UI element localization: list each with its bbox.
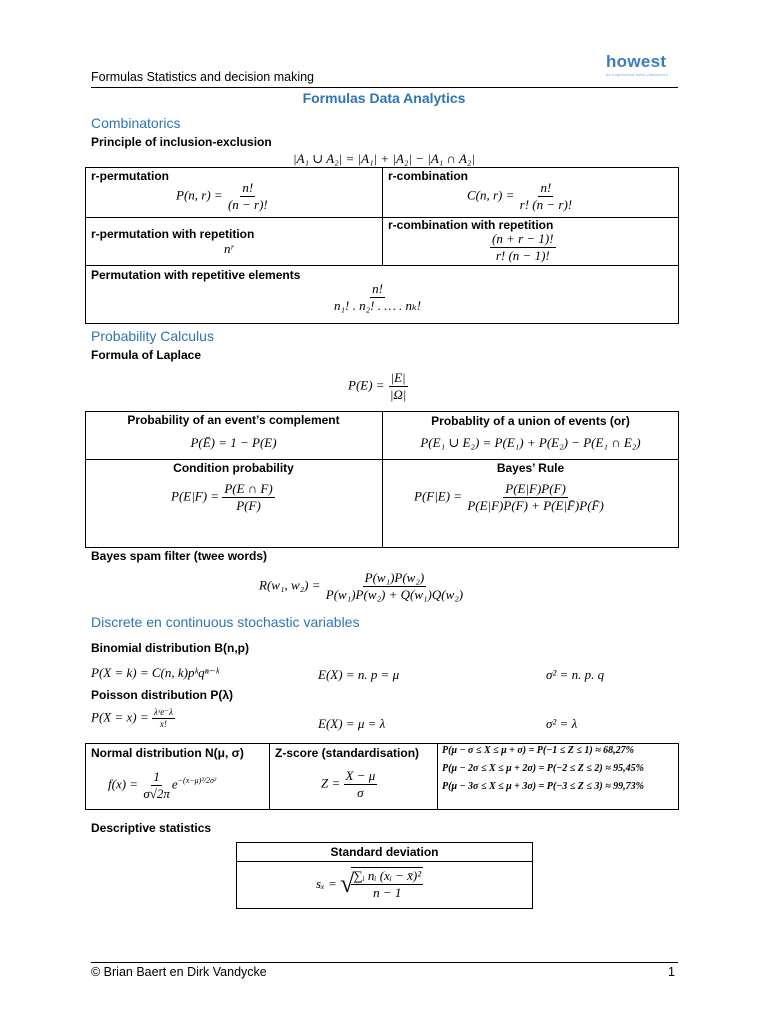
r-comb-rep-fraction (490, 231, 556, 264)
r-perm-den: (n − r)! (227, 197, 268, 212)
normal-exponent: −(x−μ)²/2σ² (177, 776, 217, 786)
perm-rep-elements-label: Permutation with repetitive elements (91, 268, 301, 282)
sd-den: n − 1 (373, 885, 402, 900)
r-combination-label: r-combination (388, 169, 468, 183)
empirical-rule-2: P(μ − 2σ ≤ X ≤ μ + 2σ) = P(−2 ≤ Z ≤ 2) ≈ 95,45% (442, 763, 645, 774)
sd-num: ∑ᵢ nᵢ (xᵢ − x̄)² (353, 868, 422, 883)
comb-divider-h2 (85, 265, 679, 266)
normal-label: Normal distribution N(μ, σ) (91, 746, 244, 760)
binomial-pmf: P(X = k) = C(n, k)pᵏqⁿ⁻ᵏ (91, 665, 220, 680)
laplace-lhs: P(E) = (348, 377, 385, 393)
prob-divider-h (85, 459, 679, 460)
zscore-lhs: Z = (321, 775, 341, 791)
bayes-fraction (465, 481, 605, 514)
conditional-num: P(E ∩ F) (224, 481, 273, 496)
bayes-num: P(E|F)P(F) (505, 481, 566, 496)
r-perm-lhs: P(n, r) = (176, 187, 223, 203)
poisson-pmf (91, 707, 175, 730)
perm-rep-num: n! (372, 281, 383, 296)
page-title: Formulas Data Analytics (302, 90, 466, 106)
comb-divider-v (382, 167, 383, 265)
sd-formula (316, 866, 423, 902)
laplace-label: Formula of Laplace (91, 348, 202, 362)
sqrt-icon: √ (340, 869, 355, 898)
perm-rep-den: n₁! . n₂! . … . nₖ! (334, 298, 422, 313)
r-comb-num: n! (540, 180, 552, 195)
combinatorics-heading: Combinatorics (91, 115, 181, 131)
zscore-den: σ (357, 785, 364, 800)
poisson-label: Poisson distribution P(λ) (91, 688, 234, 702)
spam-den: P(w₁)P(w₂) + Q(w₁)Q(w₂) (325, 587, 464, 602)
union-label: Probablity of a union of events (or) (431, 414, 630, 428)
comb-divider-h1 (85, 217, 679, 218)
conditional-fraction (222, 481, 274, 514)
sd-fraction (351, 868, 423, 901)
r-comb-rep-num: (n + r − 1)! (492, 231, 554, 246)
r-perm-fraction (226, 180, 270, 213)
zscore-label: Z-score (standardisation) (275, 746, 420, 760)
empirical-rule-1: P(μ − σ ≤ X ≤ μ + σ) = P(−1 ≤ Z ≤ 1) ≈ 68,27% (442, 745, 635, 756)
poisson-num: λˣe⁻λ (153, 707, 173, 717)
sd-radicand (351, 867, 423, 901)
poisson-den: x! (159, 719, 167, 729)
header-left: Formulas Statistics and decision making (91, 70, 315, 84)
r-combination-rep-label: r-combination with repetition (388, 218, 554, 232)
probability-heading: Probability Calculus (91, 328, 214, 344)
bayes-den: P(E|F)P(F) + P(E|F̄)P(F̄) (467, 498, 604, 513)
r-comb-fraction (518, 180, 574, 213)
normal-lhs: f(x) = (108, 776, 139, 792)
zscore-formula (321, 768, 377, 801)
conditional-label: Condition probability (173, 461, 294, 475)
complement-formula: P(Ē) = 1 − P(E) (190, 435, 277, 450)
perm-rep-fraction (332, 281, 423, 314)
empirical-rule-3: P(μ − 3σ ≤ X ≤ μ + 3σ) = P(−3 ≤ Z ≤ 3) ≈ 99,73% (442, 781, 645, 792)
bayes-formula (414, 481, 606, 514)
r-perm-num: n! (242, 180, 254, 195)
laplace-fraction (388, 370, 409, 403)
conditional-formula (171, 481, 275, 514)
dist-divider-v1 (269, 743, 270, 810)
perm-rep-elements-formula (332, 281, 423, 314)
r-comb-den: r! (n − r)! (519, 197, 573, 212)
spam-fraction (324, 570, 465, 603)
zscore-num: X − μ (345, 768, 376, 783)
footer-copyright: © Brian Baert en Dirk Vandycke (91, 965, 267, 979)
spam-num: P(w₁)P(w₂) (364, 570, 425, 585)
complement-label: Probability of an event’s complement (127, 413, 340, 427)
normal-exp-base: e (171, 776, 178, 792)
normal-fraction (141, 769, 172, 802)
footer-rule (91, 962, 678, 963)
r-permutation-rep-formula: nʳ (224, 241, 234, 256)
laplace-formula (348, 370, 408, 403)
poisson-fraction (152, 707, 175, 730)
sd-lhs: sₓ = (316, 876, 337, 891)
r-permutation-rep-label: r-permutation with repetition (91, 227, 255, 241)
logo-text: howest (606, 52, 667, 71)
r-permutation-formula (176, 180, 270, 213)
binomial-variance: σ² = n. p. q (546, 667, 605, 682)
prob-divider-v (382, 411, 383, 548)
logo-tagline: de hogeschool west-vlaanderen (606, 72, 669, 77)
spam-lhs: R(w₁, w₂) = (259, 577, 321, 593)
normal-den: σ√2π (143, 786, 170, 801)
stochastic-heading: Discrete en continuous stochastic variables (91, 614, 360, 630)
sd-label: Standard deviation (330, 845, 439, 859)
r-comb-rep-den: r! (n − 1)! (495, 248, 550, 263)
footer-page-number: 1 (668, 965, 675, 979)
r-comb-lhs: C(n, r) = (467, 187, 515, 203)
inclusion-formula: |A₁ ∪ A₂| = |A₁| + |A₂| − |A₁ ∩ A₂| (293, 151, 475, 166)
zscore-fraction (344, 768, 378, 801)
bayes-label: Bayes’ Rule (496, 461, 565, 475)
spam-filter-formula (259, 570, 465, 603)
spam-filter-label: Bayes spam filter (twee words) (91, 549, 268, 563)
r-permutation-label: r-permutation (91, 169, 169, 183)
laplace-den: |Ω| (389, 387, 407, 402)
laplace-num: |E| (390, 370, 406, 385)
r-combination-formula (467, 180, 574, 213)
poisson-variance: σ² = λ (546, 716, 578, 731)
r-combination-rep-formula (490, 231, 556, 264)
union-formula: P(E₁ ∪ E₂) = P(E₁) + P(E₂) − P(E₁ ∩ E₂) (420, 435, 641, 450)
conditional-den: P(F) (236, 498, 261, 513)
dist-divider-v2 (437, 743, 438, 810)
poisson-lhs: P(X = x) = (91, 709, 149, 725)
poisson-mean: E(X) = μ = λ (318, 716, 386, 731)
inclusion-label: Principle of inclusion-exclusion (91, 135, 272, 149)
sd-divider-h (236, 861, 533, 862)
conditional-lhs: P(E|F) = (171, 488, 220, 504)
normal-num: 1 (153, 769, 160, 784)
normal-pdf (108, 769, 216, 802)
descriptive-label: Descriptive statistics (91, 821, 212, 835)
binomial-mean: E(X) = n. p = μ (318, 667, 400, 682)
header-rule (91, 87, 678, 88)
howest-logo (606, 52, 668, 77)
bayes-lhs: P(F|E) = (414, 488, 463, 504)
binomial-label: Binomial distribution B(n,p) (91, 641, 249, 655)
